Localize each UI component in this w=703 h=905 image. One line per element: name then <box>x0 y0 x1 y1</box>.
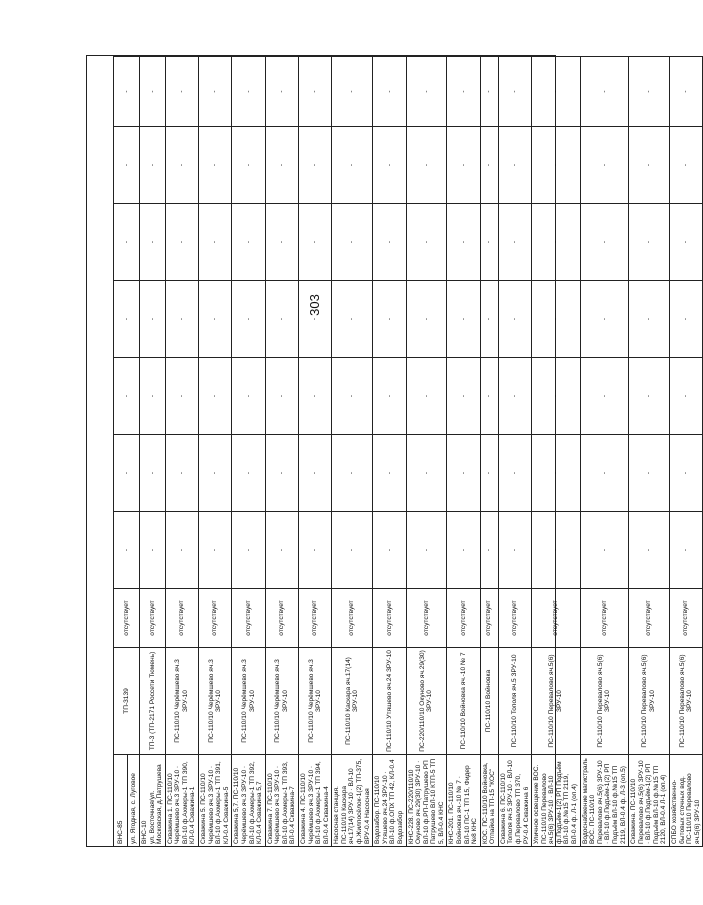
empty-cell: - <box>532 57 580 127</box>
empty-cell: - <box>498 127 531 204</box>
empty-cell: - <box>447 57 480 127</box>
empty-cell: - <box>373 204 406 281</box>
status-cell: отсутствует <box>480 589 498 648</box>
table-row <box>498 57 531 847</box>
table-row <box>373 57 406 847</box>
supply-cell: ПС-110/10 Каскара яч.17(14) ЗРУ-10 <box>332 648 373 755</box>
status-cell: отсутствует <box>670 589 703 648</box>
empty-cell: - <box>373 57 406 127</box>
empty-cell: - <box>406 435 447 512</box>
empty-cell: - <box>670 57 703 127</box>
status-cell: отсутствует <box>165 589 198 648</box>
empty-cell: - <box>232 204 265 281</box>
empty-cell: - <box>406 281 447 358</box>
object-cell: Уличное освещение ВОС. ПС-110/10 Перевалово яч.5(6) ЗРУ-10 · ВЛ-10 ф.Подъём-1(2) РП Подъём ВЛ-10 ф.№15 ТП 2119, ВЛ-0.4 ф. Л-1 (оп.4) <box>532 755 580 847</box>
supply-cell: ПС-110/10 Черёмшево яч.3 ЗРУ-10 <box>232 648 265 755</box>
empty-cell: - <box>114 204 140 281</box>
empty-cell: - <box>629 127 670 204</box>
empty-cell: - <box>498 435 531 512</box>
empty-cell: - <box>498 512 531 589</box>
empty-cell: - <box>265 57 298 127</box>
empty-cell: - <box>373 281 406 358</box>
empty-cell: - <box>532 281 580 358</box>
empty-cell: - <box>265 512 298 589</box>
empty-cell: - <box>532 358 580 435</box>
empty-cell: - <box>629 512 670 589</box>
empty-cell: - <box>332 281 373 358</box>
empty-cell: - <box>332 358 373 435</box>
supply-cell: ТП-3139 <box>114 648 140 755</box>
table-row <box>114 57 128 847</box>
object-cell: Скважина 5,7. ПС-110/10 Черёмшево яч.3 ЗРУ-10 · ВЛ-10 ф.Ахмеры-1 ТП 392, КЛ-0.4 Скважина 5,7 <box>232 755 265 847</box>
empty-cell: - <box>114 435 140 512</box>
empty-cell: - <box>199 127 232 204</box>
object-cell: ВНС-10 ул. Восточная/ул. Московская, д.Патрушева <box>140 755 166 847</box>
status-cell: отсутствует <box>265 589 298 648</box>
supply-cell: ПС-110/10 Перевалово яч.5(6) ЗРУ-10 <box>532 648 580 755</box>
empty-cell: - <box>498 358 531 435</box>
empty-cell: - <box>140 57 166 127</box>
empty-cell: - <box>232 281 265 358</box>
empty-cell: - <box>629 435 670 512</box>
power-supply-table <box>113 56 703 847</box>
empty-cell: - <box>629 358 670 435</box>
empty-cell: - <box>629 281 670 358</box>
status-cell: отсутствует <box>298 589 331 648</box>
status-cell: отсутствует <box>629 589 670 648</box>
status-cell: отсутствует <box>114 589 140 648</box>
page-number: 303 <box>306 294 322 316</box>
empty-cell: - <box>580 435 628 512</box>
empty-cell: - <box>298 204 331 281</box>
table-row <box>165 57 198 847</box>
empty-cell: - <box>447 281 480 358</box>
status-cell: отсутствует <box>373 589 406 648</box>
empty-cell: - <box>580 127 628 204</box>
empty-cell: - <box>629 57 670 127</box>
object-cell: Водоснабжение магистраль ВОС. ПС-110/10 Перевалово яч.5(6) ЗРУ-10 · ВЛ-10 ф.Подъём-1(2) РП Подъём ВЛ-10 ф.№15 ТП 2119, ВЛ-0.4 ф. Л-3 (оп.5) <box>580 755 628 847</box>
status-cell: отсутствует <box>580 589 628 648</box>
empty-cell: - <box>532 127 580 204</box>
table-row <box>332 57 373 847</box>
supply-cell: ПС-110/10 Войновка яч.-10 № 7 <box>447 648 480 755</box>
supply-cell: ТП-3 (ТП-2171 Россети Тюмень) <box>140 648 166 755</box>
object-cell: КОС. ПС-110/10 Войновка, Отпайка на ТП-15 "КОС" <box>480 755 498 847</box>
empty-cell: - <box>580 281 628 358</box>
status-cell: отсутствует <box>406 589 447 648</box>
status-cell: отсутствует <box>498 589 531 648</box>
status-cell: отсутствует <box>447 589 480 648</box>
table-row <box>629 57 670 847</box>
empty-cell: - <box>114 57 140 127</box>
object-cell: КНС-201. ПС-110/10 Войновка яч.-10 № 7 · ВЛ-10 ПС-1 ТП 15, Фидер №8 КНС <box>447 755 480 847</box>
empty-cell: - <box>332 435 373 512</box>
empty-cell: - <box>532 435 580 512</box>
empty-cell: - <box>298 435 331 512</box>
empty-cell: - <box>114 127 140 204</box>
empty-cell: - <box>332 204 373 281</box>
supply-cell: ПС-110/10 Перевалово яч.5(6) ЗРУ-10 <box>629 648 670 755</box>
empty-cell: - <box>480 57 498 127</box>
table-row <box>140 57 166 847</box>
object-cell: Скважина 6. ПС-110/10 Тополя яч.5 ЗРУ-10 · ВЛ-10 ф.Перевалово ТП 370, РУ-0.4 Скважина 6 <box>498 755 531 847</box>
object-cell: Скважина 7. ПС-110/10 Черёмшево яч.3 ЗРУ-10 · ВЛ-10 ф.Ахмеры-1 ТП 393, ВЛ-0.4 Скважина-7 <box>265 755 298 847</box>
table-row <box>232 57 265 847</box>
empty-cell: - <box>532 512 580 589</box>
empty-cell: - <box>199 204 232 281</box>
empty-cell: - <box>480 512 498 589</box>
table-row <box>298 57 331 847</box>
empty-cell: - <box>670 358 703 435</box>
object-cell: Скважина 4. ПС-110/10 Черёмшево яч.3 ЗРУ-10 · ВЛ-10 ф.Ахмеры-1 ТП 394, ВЛ-0.4 Скважина-4 <box>298 755 331 847</box>
empty-cell: - <box>199 512 232 589</box>
empty-cell: - <box>265 204 298 281</box>
empty-cell: - <box>114 512 140 589</box>
empty-cell: - <box>580 204 628 281</box>
empty-cell: - <box>199 435 232 512</box>
empty-cell: - <box>373 358 406 435</box>
empty-cell: - <box>298 57 331 127</box>
supply-cell: ПС-110/10 Войновка <box>480 648 498 755</box>
table-row <box>406 57 447 847</box>
empty-cell: - <box>298 127 331 204</box>
object-cell: Скважина 1. ПС-110/10 Черёмшево яч.3 ЗРУ-10 · ВЛ-10 ф.Ахмеры-1 ТП 390, КЛ-0.4 Скважина-1 <box>165 755 198 847</box>
empty-cell: - <box>447 435 480 512</box>
empty-cell: - <box>165 57 198 127</box>
empty-cell: - <box>298 512 331 589</box>
empty-cell: - <box>373 127 406 204</box>
empty-cell: - <box>498 57 531 127</box>
empty-cell: - <box>199 281 232 358</box>
empty-cell: - <box>265 281 298 358</box>
empty-cell: - <box>447 358 480 435</box>
supply-cell: ПС-110/10 Утяшево яч.24 ЗРУ-10 <box>373 648 406 755</box>
empty-cell: - <box>580 512 628 589</box>
table-row <box>199 57 232 847</box>
object-cell: КНС-228. ПС-220/110/10 Окуново яч.29(30) ЗРУ-10 · ВЛ-10 ф.РП-Патрушево РП Патрушево ВЛ-10 КТП-5 ТП 5, ВЛ-0.4 КНС <box>406 755 447 847</box>
empty-cell: - <box>332 127 373 204</box>
supply-cell: ПС-110/10 Тополя яч.5 ЗРУ-10 <box>498 648 531 755</box>
table-row <box>580 57 628 847</box>
empty-cell: - <box>373 512 406 589</box>
empty-cell: - <box>670 435 703 512</box>
table-container <box>113 57 701 847</box>
empty-cell: - <box>480 435 498 512</box>
table-row <box>447 57 480 847</box>
empty-cell: - <box>140 281 166 358</box>
empty-cell: - <box>232 57 265 127</box>
supply-cell: ПС-110/10 Перевалово яч.5(6) ЗРУ-10 <box>670 648 703 755</box>
object-cell: ВНС-85 <box>114 755 128 847</box>
empty-cell: - <box>480 204 498 281</box>
empty-cell: - <box>165 358 198 435</box>
empty-cell: - <box>165 127 198 204</box>
empty-cell: - <box>232 127 265 204</box>
supply-cell: ПС-110/10 Черёмшево яч.3 ЗРУ-10 <box>199 648 232 755</box>
object-cell: Насосная станция. ПС-110/10 Каскара яч.17(14) ЗРУ-10 · ВЛ-10 ф.Жилпосёлок-1(2) ТП-375, ВРУ-0.4 Насосная <box>332 755 373 847</box>
status-cell: отсутствует <box>332 589 373 648</box>
empty-cell: - <box>165 512 198 589</box>
empty-cell: - <box>140 435 166 512</box>
empty-cell: - <box>447 204 480 281</box>
empty-cell: - <box>447 127 480 204</box>
empty-cell: - <box>298 281 331 358</box>
object-cell: Скважина. ПС-110/10 Перевалово яч.5(6) ЗРУ-10 · ВЛ-10 ф.Подъём-1(2) РП Подъём ВЛ-10 ф.№15 ТП 2120, ВЛ-0.4 Л-1 (оп.4) <box>629 755 670 847</box>
empty-cell: - <box>670 512 703 589</box>
empty-cell: - <box>580 358 628 435</box>
empty-cell: - <box>498 281 531 358</box>
table-row <box>670 57 703 847</box>
empty-cell: - <box>480 281 498 358</box>
empty-cell: - <box>232 435 265 512</box>
empty-cell: - <box>199 57 232 127</box>
address-cell: ул. Ягодная, с. Луговое <box>128 755 140 847</box>
empty-cell: - <box>406 512 447 589</box>
empty-cell: - <box>670 281 703 358</box>
table-row <box>265 57 298 847</box>
empty-cell: - <box>140 204 166 281</box>
status-cell: отсутствует <box>532 589 580 648</box>
empty-cell: - <box>532 204 580 281</box>
supply-cell: ПС-110/10 Перевалово яч.5(6) ЗРУ-10 <box>580 648 628 755</box>
empty-cell: - <box>670 127 703 204</box>
table-row <box>532 57 580 847</box>
empty-cell: - <box>406 127 447 204</box>
empty-cell: - <box>332 57 373 127</box>
empty-cell: - <box>406 204 447 281</box>
object-cell: Водозабор. ПС-110/10 Утяшево яч.24 ЗРУ-10 · ВЛ-10 ф.ОПХ ТП 42, КЛ-0.4 Водозабор <box>373 755 406 847</box>
empty-cell: - <box>447 512 480 589</box>
empty-cell: - <box>114 281 140 358</box>
empty-cell: - <box>165 435 198 512</box>
table-body <box>114 57 703 847</box>
status-cell: отсутствует <box>199 589 232 648</box>
supply-cell: ПС-110/10 Черёмшево яч.3 ЗРУ-10 <box>298 648 331 755</box>
empty-cell: - <box>670 204 703 281</box>
empty-cell: - <box>498 204 531 281</box>
empty-cell: - <box>332 512 373 589</box>
empty-cell: - <box>580 57 628 127</box>
status-cell: отсутствует <box>232 589 265 648</box>
empty-cell: - <box>265 127 298 204</box>
supply-cell: ПС-220/110/10 Окуново яч.29(30) ЗРУ-10 <box>406 648 447 755</box>
empty-cell: - <box>406 358 447 435</box>
empty-cell: - <box>265 358 298 435</box>
table-row <box>480 57 498 847</box>
empty-cell: - <box>265 435 298 512</box>
empty-cell: - <box>232 358 265 435</box>
empty-cell: - <box>165 204 198 281</box>
empty-cell: - <box>140 127 166 204</box>
empty-cell: - <box>480 127 498 204</box>
object-cell: Скважина 5. ПС-110/10 Черёмшево яч.3 ЗРУ-10 · ВЛ-10 ф.Ахмеры-1 ТП 391, КЛ-0.4 Скважина-5 <box>199 755 232 847</box>
empty-cell: - <box>406 57 447 127</box>
empty-cell: - <box>298 358 331 435</box>
supply-cell: ПС-110/10 Черёмшево яч.3 ЗРУ-10 <box>165 648 198 755</box>
empty-cell: - <box>373 435 406 512</box>
empty-cell: - <box>114 358 140 435</box>
supply-cell: ПС-110/10 Черёмшево яч.3 ЗРУ-10 <box>265 648 298 755</box>
empty-cell: - <box>140 358 166 435</box>
empty-cell: - <box>480 358 498 435</box>
empty-cell: - <box>165 281 198 358</box>
empty-cell: - <box>140 512 166 589</box>
object-cell: СПБО хозяйственно-бытовых сточных вод. ПС-110/10 Перевалово яч.5(6) ЗРУ-10 <box>670 755 703 847</box>
empty-cell: - <box>629 204 670 281</box>
status-cell: отсутствует <box>140 589 166 648</box>
empty-cell: - <box>199 358 232 435</box>
empty-cell: - <box>232 512 265 589</box>
